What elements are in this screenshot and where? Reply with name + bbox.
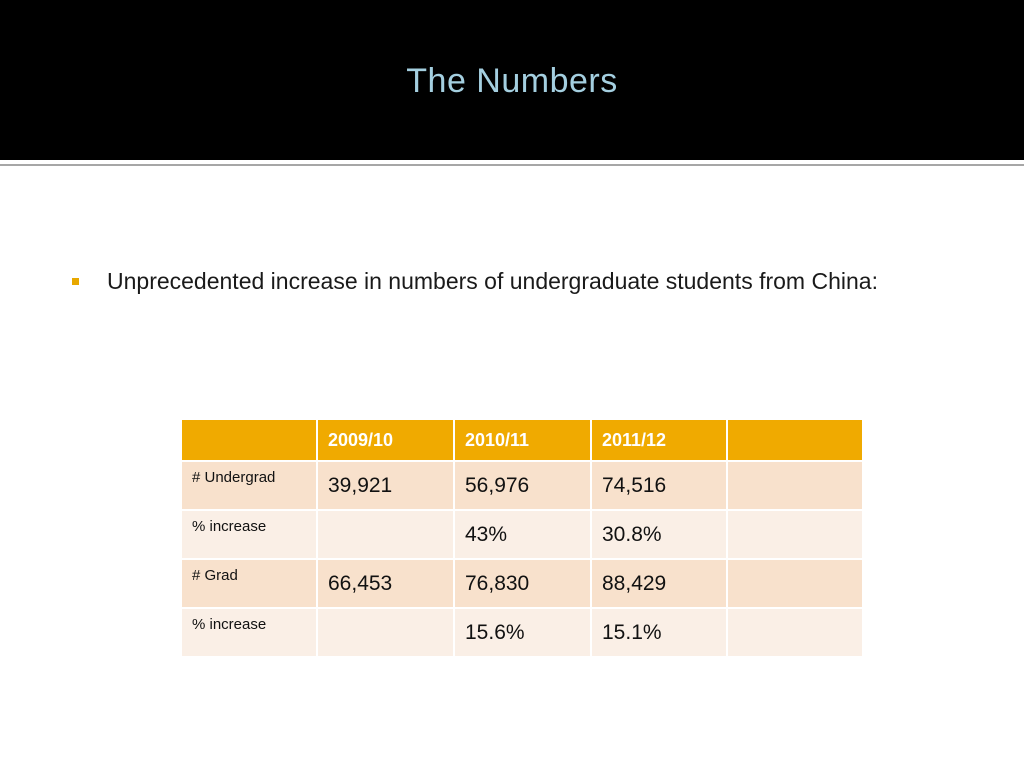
table-row xyxy=(181,510,863,559)
table-cell xyxy=(727,559,863,608)
bullet-text: Unprecedented increase in numbers of undergraduate students from China: xyxy=(107,268,878,294)
table-cell: 88,429 xyxy=(591,559,727,608)
header-cell: 2009/10 xyxy=(317,419,454,461)
row-label: % increase xyxy=(181,510,317,559)
table-row xyxy=(181,608,863,657)
header-cell: 2011/12 xyxy=(591,419,727,461)
table-cell xyxy=(317,510,454,559)
title-divider-shadow xyxy=(0,164,1024,166)
table-header-row xyxy=(181,419,863,461)
row-label: # Grad xyxy=(181,559,317,608)
table-cell xyxy=(727,461,863,510)
table-cell: 15.1% xyxy=(591,608,727,657)
square-bullet-icon xyxy=(72,278,79,285)
table-cell: 15.6% xyxy=(454,608,591,657)
header-cell xyxy=(727,419,863,461)
table-cell: 76,830 xyxy=(454,559,591,608)
slide-title: The Numbers xyxy=(406,62,618,100)
table-cell: 30.8% xyxy=(591,510,727,559)
bullet-item xyxy=(72,266,952,296)
table-cell: 66,453 xyxy=(317,559,454,608)
table-cell: 39,921 xyxy=(317,461,454,510)
table-cell xyxy=(727,510,863,559)
table-cell xyxy=(727,608,863,657)
table-row xyxy=(181,461,863,510)
table-cell xyxy=(317,608,454,657)
table-cell: 43% xyxy=(454,510,591,559)
table-cell: 56,976 xyxy=(454,461,591,510)
table-cell: 74,516 xyxy=(591,461,727,510)
header-cell xyxy=(181,419,317,461)
header-cell: 2010/11 xyxy=(454,419,591,461)
table-row xyxy=(181,559,863,608)
row-label: % increase xyxy=(181,608,317,657)
row-label: # Undergrad xyxy=(181,461,317,510)
student-numbers-table xyxy=(180,418,864,658)
